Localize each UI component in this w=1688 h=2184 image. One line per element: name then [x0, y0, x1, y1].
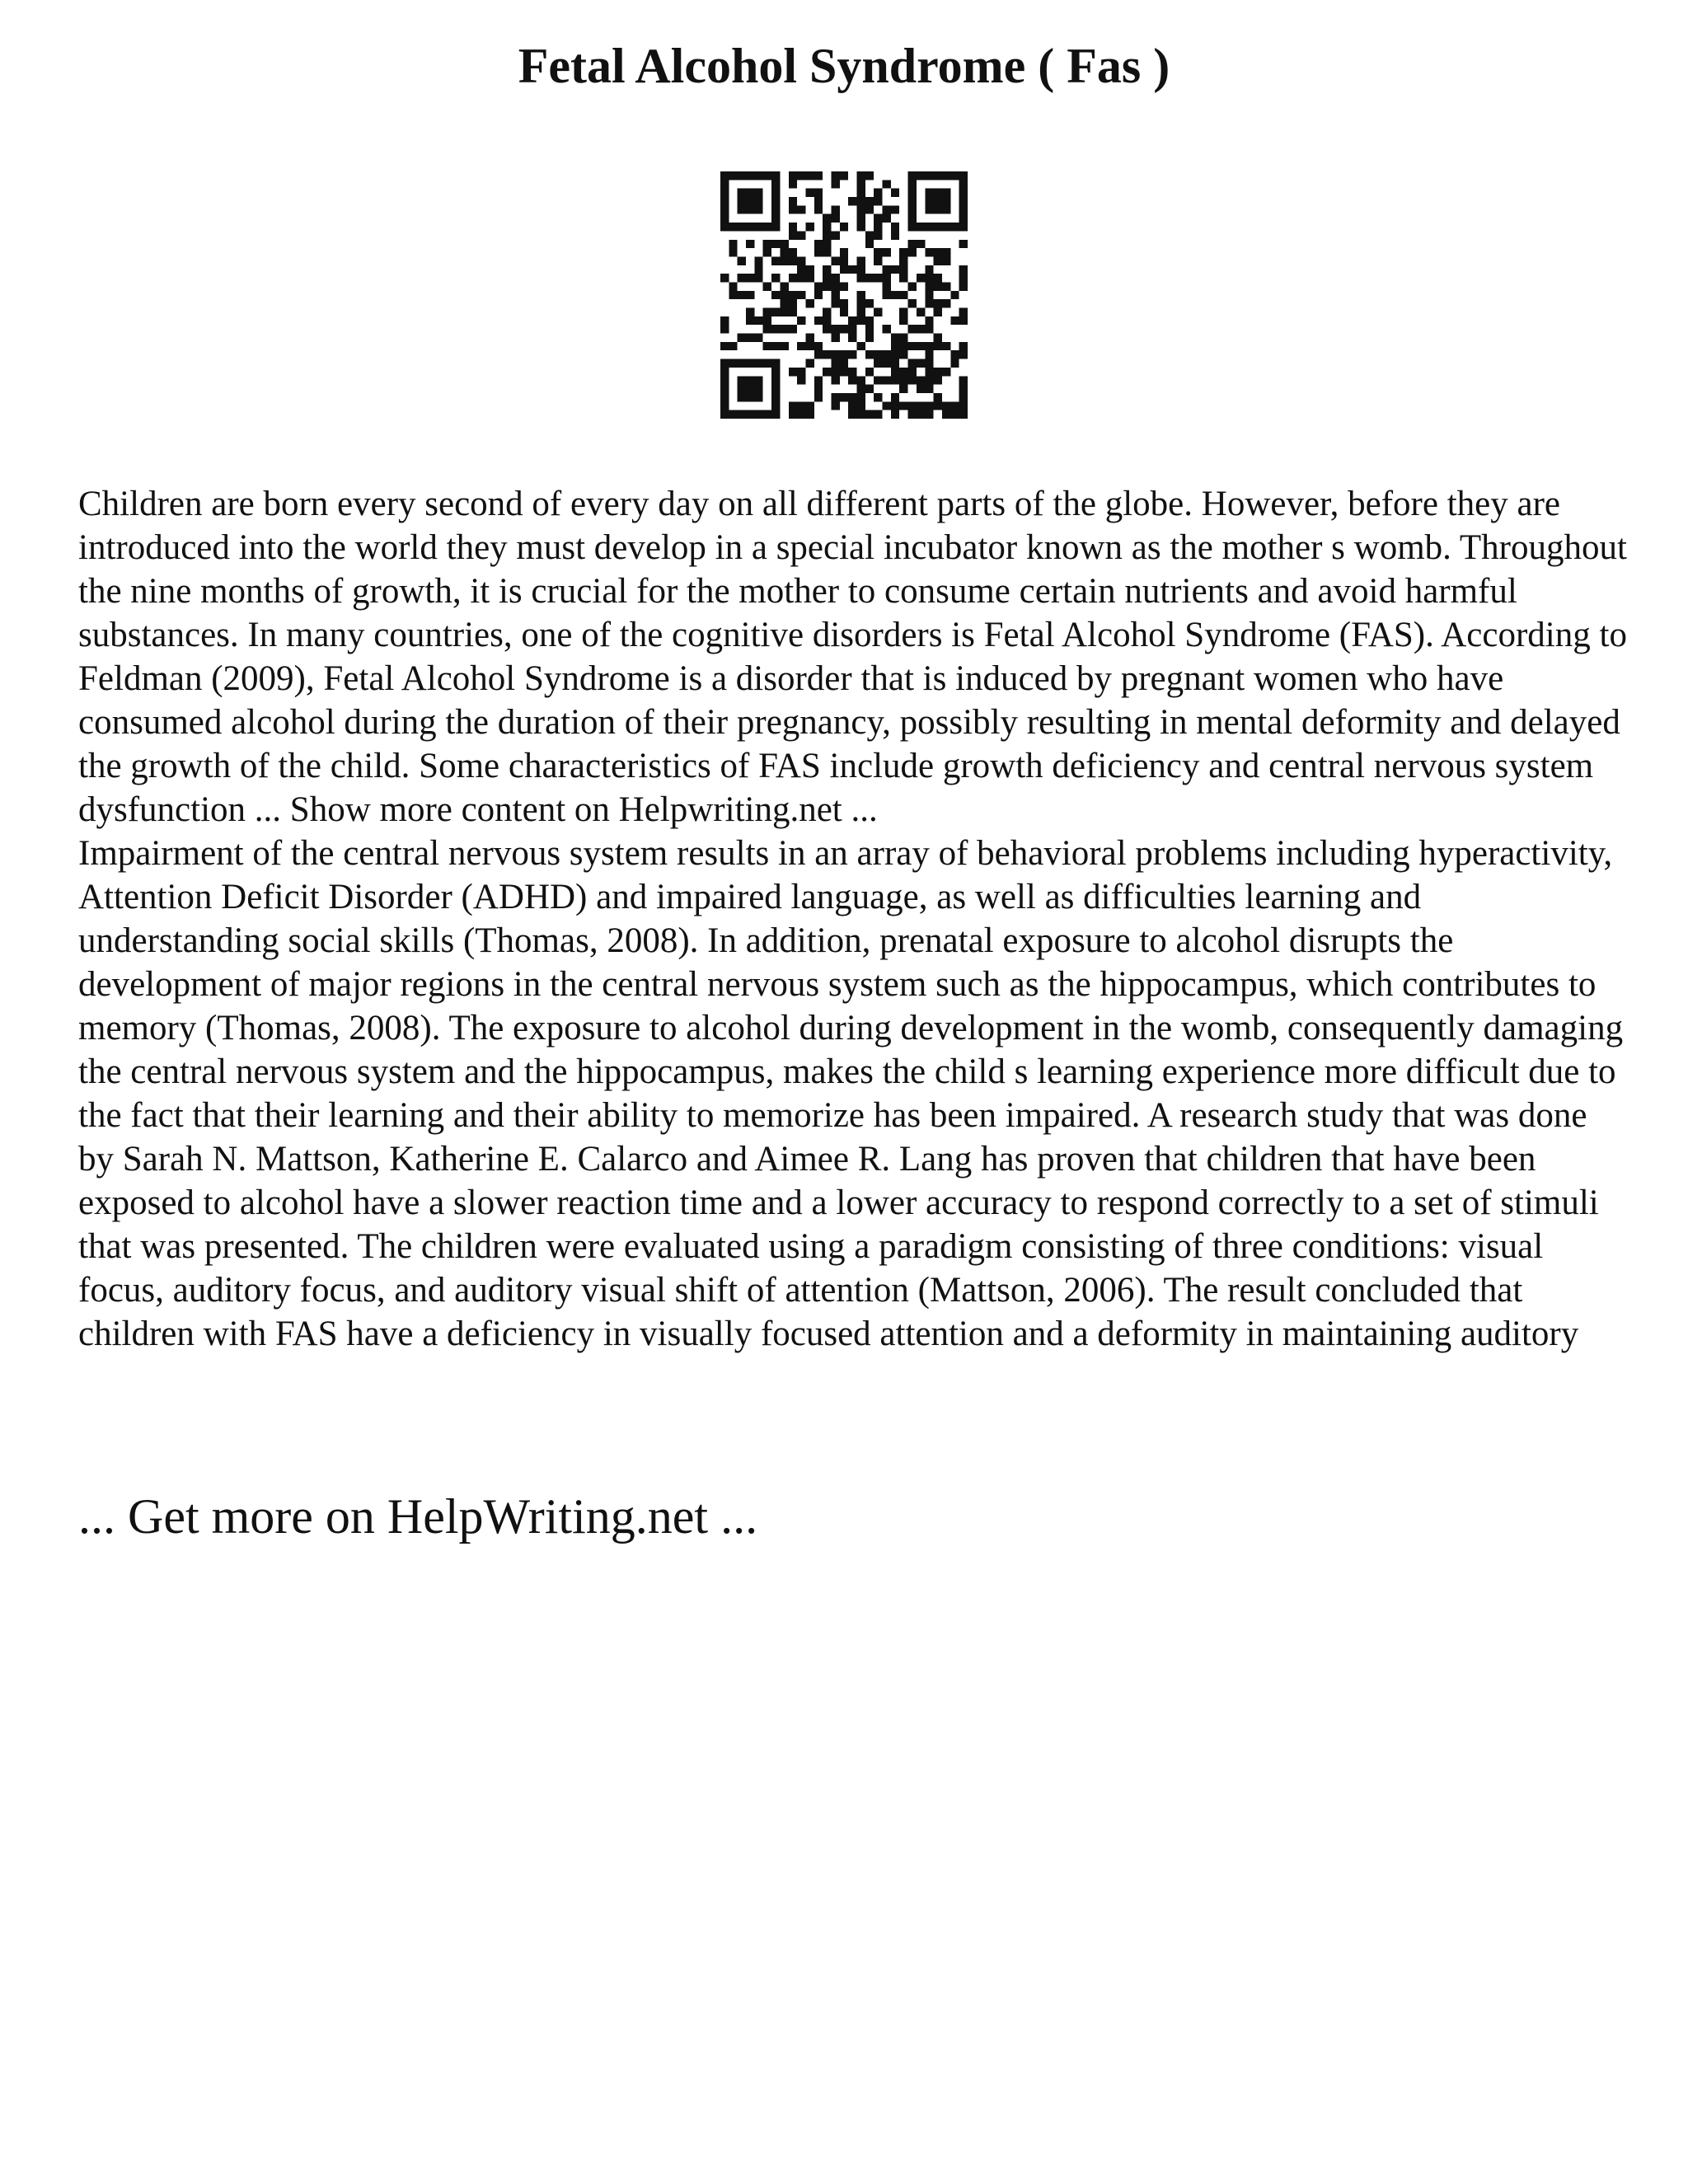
get-more-link[interactable]: ... Get more on HelpWriting.net ... [78, 1489, 758, 1544]
document-title: Fetal Alcohol Syndrome ( Fas ) [518, 39, 1170, 93]
document-body [78, 482, 1628, 1356]
body-paragraph-1: Children are born every second of every day on all different parts of the globe. However, before they are introduced into the world they must develop in a special incubator known as the mother s womb. Throughout the nine months of growth, it is crucial for the mother to consume certain nutrients and avoid harmful substances. In many countries, one of the cognitive disorders is Fetal Alcohol Syndrome (FAS). According to Feldman (2009), Fetal Alcohol Syndrome is a disorder that is induced by pregnant women who have consumed alcohol during the duration of their pregnancy, possibly resulting in mental deformity and delayed the growth of the child. Some characteristics of FAS include growth deficiency and central nervous system dysfunction ... Show more content on Helpwriting.net ... [78, 485, 1627, 829]
qr-code-icon [720, 171, 968, 419]
body-paragraph-2: Impairment of the central nervous system results in an array of behavioral problems including hyperactivity, Attention Deficit Disorder (ADHD) and impaired language, as well as difficulties learning and understanding social skills (Thomas, 2008). In addition, prenatal exposure to alcohol disrupts the development of major regions in the central nervous system such as the hippocampus, which contributes to memory (Thomas, 2008). The exposure to alcohol during development in the womb, consequently damaging the central nervous system and the hippocampus, makes the child s learning experience more difficult due to the fact that their learning and their ability to memorize has been impaired. A research study that was done by Sarah N. Mattson, Katherine E. Calarco and Aimee R. Lang has proven that children that have been exposed to alcohol have a slower reaction time and a lower accuracy to respond correctly to a set of stimuli that was presented. The children were evaluated using a paradigm consisting of three conditions: visual focus, auditory focus, and auditory visual shift of attention (Mattson, 2006). The result concluded that children with FAS have a deficiency in visually focused attention and a deformity in maintaining auditory [78, 834, 1624, 1353]
